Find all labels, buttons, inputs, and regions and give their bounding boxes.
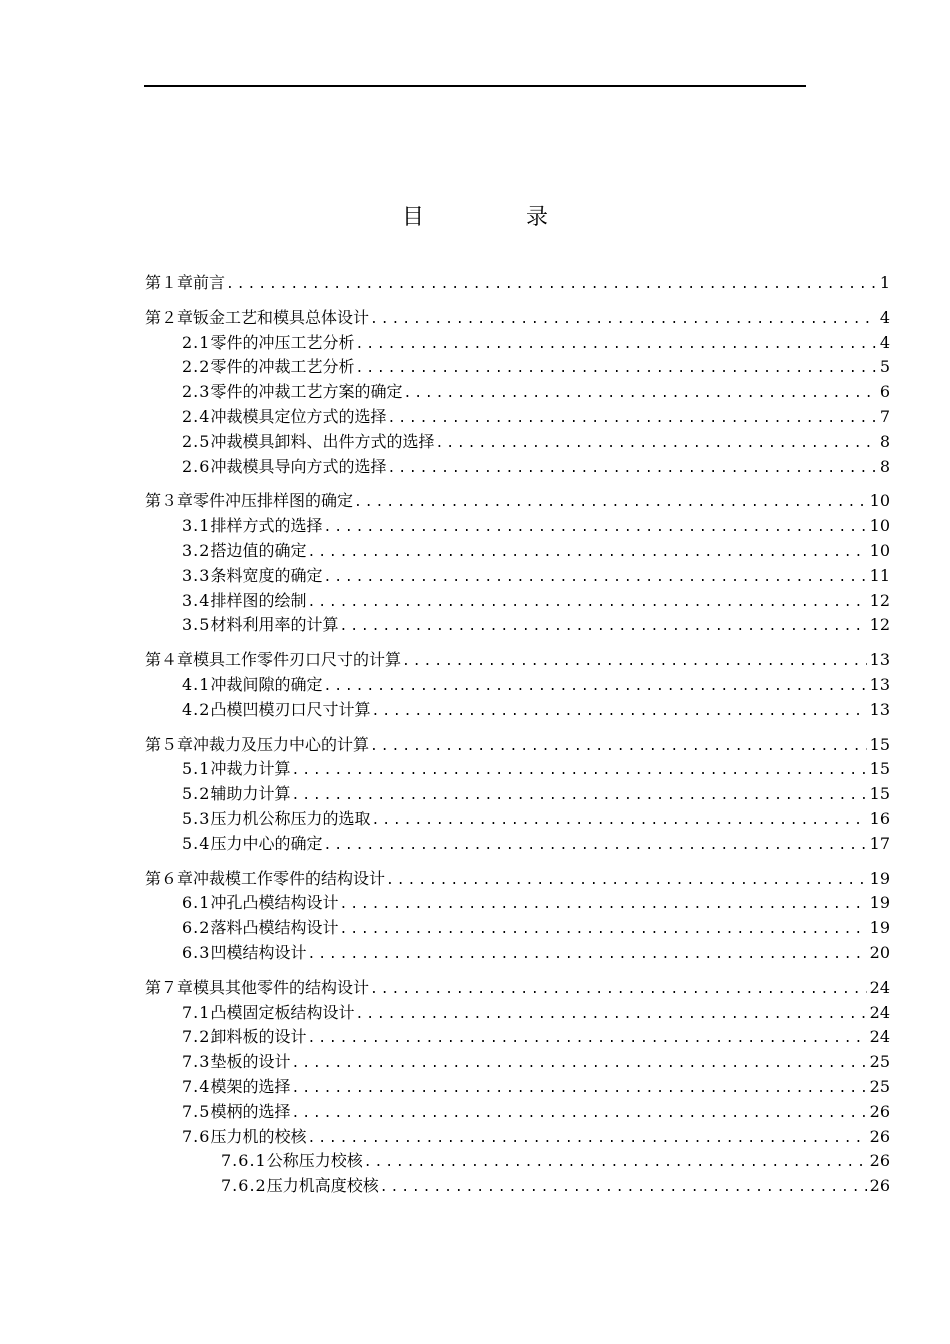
toc-entry-number: 7.6.1 bbox=[221, 1151, 267, 1171]
toc-dot-leader bbox=[403, 382, 876, 406]
toc-entry-title: 压力机的校核 bbox=[210, 1126, 307, 1146]
toc-entry-page-number: 24 bbox=[869, 977, 890, 997]
toc-entry-number: 6.3 bbox=[182, 943, 211, 962]
toc-entry-number: 7.2 bbox=[182, 1027, 211, 1047]
toc-entry-page-number: 4 bbox=[879, 332, 890, 352]
toc-entry-page-number: 12 bbox=[869, 615, 890, 635]
toc-entry-title: 凸模凹模刃口尺寸计算 bbox=[210, 699, 371, 719]
toc-entry-title: 条料宽度的确定 bbox=[210, 565, 323, 585]
toc-entry-title: 冲裁力及压力中心的计算 bbox=[193, 734, 370, 754]
toc-entry-page-number: 26 bbox=[869, 1126, 890, 1146]
toc-entry-section[interactable] bbox=[182, 1001, 890, 1025]
toc-entry-page-number: 25 bbox=[869, 1077, 890, 1096]
toc-entry-section[interactable] bbox=[182, 916, 890, 940]
toc-entry-title: 模柄的选择 bbox=[210, 1101, 291, 1121]
toc-entry-chapter[interactable] bbox=[145, 489, 890, 513]
toc-dot-leader bbox=[370, 735, 867, 759]
toc-dot-leader bbox=[323, 834, 866, 858]
toc-dot-leader bbox=[307, 1027, 866, 1051]
toc-entry-page-number: 13 bbox=[869, 650, 890, 670]
toc-entry-section[interactable] bbox=[182, 589, 890, 613]
toc-entry-page-number: 4 bbox=[879, 307, 890, 327]
toc-entry-subsection[interactable] bbox=[221, 1174, 890, 1198]
toc-entry-number: 2.5 bbox=[182, 431, 211, 451]
toc-entry-title: 排样图的绘制 bbox=[210, 590, 307, 610]
toc-entry-number: 7.6 bbox=[182, 1126, 211, 1146]
toc-entry-title: 排样方式的选择 bbox=[210, 516, 323, 536]
toc-entry-title: 模架的选择 bbox=[210, 1077, 291, 1096]
toc-entry-section[interactable] bbox=[182, 698, 890, 722]
toc-entry-page-number: 5 bbox=[879, 357, 890, 377]
toc-entry-number: 3.1 bbox=[182, 516, 211, 536]
toc-dot-leader bbox=[364, 1151, 867, 1175]
toc-entry-title: 零件的冲压工艺分析 bbox=[210, 332, 355, 352]
toc-entry-page-number: 20 bbox=[869, 943, 890, 962]
toc-entry-page-number: 15 bbox=[869, 759, 890, 779]
toc-entry-number: 2.2 bbox=[182, 357, 211, 377]
toc-entry-page-number: 10 bbox=[869, 516, 890, 536]
toc-entry-number: 7.3 bbox=[182, 1052, 211, 1072]
toc-dot-leader bbox=[435, 432, 876, 456]
toc-entry-page-number: 19 bbox=[869, 893, 890, 913]
toc-entry-number: 3.5 bbox=[182, 615, 211, 635]
toc-entry-page-number: 19 bbox=[869, 918, 890, 938]
toc-entry-chapter[interactable] bbox=[145, 733, 890, 757]
toc-dot-leader bbox=[307, 591, 866, 615]
toc-entry-section[interactable] bbox=[182, 673, 890, 697]
toc-dot-leader bbox=[371, 700, 866, 724]
toc-entry-section[interactable] bbox=[182, 564, 890, 588]
toc-entry-number: 5.3 bbox=[182, 809, 211, 828]
toc-entry-page-number: 10 bbox=[869, 491, 890, 511]
toc-entry-section[interactable] bbox=[182, 331, 890, 355]
toc-dot-leader bbox=[323, 675, 866, 699]
toc-entry-title: 冲裁力计算 bbox=[210, 759, 291, 779]
toc-entry-title: 公称压力校核 bbox=[266, 1151, 363, 1171]
toc-entry-title: 落料凸模结构设计 bbox=[210, 918, 339, 938]
toc-entry-number: 5.4 bbox=[182, 833, 211, 853]
toc-entry-number: 7.4 bbox=[182, 1077, 211, 1096]
toc-entry-number: 7.5 bbox=[182, 1101, 211, 1121]
toc-entry-section[interactable] bbox=[182, 455, 890, 479]
toc-entry-title: 冲裁模具导向方式的选择 bbox=[210, 456, 387, 476]
toc-entry-chapter[interactable] bbox=[145, 648, 890, 672]
toc-entry-section[interactable] bbox=[182, 1125, 890, 1149]
toc-entry-page-number: 19 bbox=[869, 868, 890, 888]
toc-entry-page-number: 8 bbox=[879, 431, 890, 451]
toc-entry-section[interactable] bbox=[182, 405, 890, 429]
toc-entry-page-number: 24 bbox=[869, 1002, 890, 1022]
toc-entry-title: 冲裁模工作零件的结构设计 bbox=[193, 868, 386, 888]
toc-dot-leader bbox=[291, 759, 866, 783]
toc-entry-number: 第６章 bbox=[145, 868, 194, 888]
toc-entry-section[interactable] bbox=[182, 1075, 890, 1099]
toc-entry-section[interactable] bbox=[182, 807, 890, 831]
toc-entry-title: 冲裁模具定位方式的选择 bbox=[210, 407, 387, 426]
toc-entry-number: 第１章 bbox=[145, 273, 194, 292]
toc-entry-title: 冲裁模具卸料、出件方式的选择 bbox=[210, 431, 435, 451]
toc-dot-leader bbox=[387, 407, 876, 431]
toc-dot-leader bbox=[307, 943, 866, 967]
toc-entry-page-number: 13 bbox=[869, 675, 890, 694]
toc-entry-chapter[interactable] bbox=[145, 867, 890, 891]
toc-entry-number: 6.1 bbox=[182, 893, 211, 913]
toc-dot-leader bbox=[354, 491, 867, 515]
toc-entry-section[interactable] bbox=[182, 1100, 890, 1124]
toc-dot-leader bbox=[339, 615, 866, 639]
toc-entry-section[interactable] bbox=[182, 539, 890, 563]
toc-dot-leader bbox=[380, 1176, 867, 1200]
toc-entry-section[interactable] bbox=[182, 355, 890, 379]
toc-dot-leader bbox=[339, 918, 866, 942]
toc-entry-title: 零件冲压排样图的确定 bbox=[193, 491, 354, 511]
toc-entry-page-number: 10 bbox=[869, 541, 890, 560]
toc-entry-title: 模具其他零件的结构设计 bbox=[193, 977, 370, 997]
toc-entry-section[interactable] bbox=[182, 1050, 890, 1074]
toc-entry-title: 钣金工艺和模具总体设计 bbox=[193, 307, 370, 327]
toc-dot-leader bbox=[291, 1077, 866, 1101]
toc-entry-page-number: 24 bbox=[869, 1027, 890, 1047]
toc-entry-page-number: 13 bbox=[869, 699, 890, 719]
toc-entry-page-number: 15 bbox=[869, 784, 890, 804]
toc-entry-number: 5.2 bbox=[182, 784, 211, 804]
toc-entry-number: 第７章 bbox=[145, 977, 194, 997]
toc-entry-section[interactable] bbox=[182, 782, 890, 806]
toc-entry-section[interactable] bbox=[182, 941, 890, 965]
toc-entry-number: 2.6 bbox=[182, 456, 211, 476]
toc-entry-number: 2.1 bbox=[182, 332, 211, 352]
toc-entry-section[interactable] bbox=[182, 380, 890, 404]
toc-entry-section[interactable] bbox=[182, 613, 890, 637]
toc-entry-section[interactable] bbox=[182, 832, 890, 856]
toc-entry-title: 辅助力计算 bbox=[210, 784, 291, 804]
toc-entry-title: 压力机公称压力的选取 bbox=[210, 809, 371, 828]
toc-dot-leader bbox=[370, 978, 867, 1002]
toc-entry-number: 4.2 bbox=[182, 699, 211, 719]
toc-dot-leader bbox=[307, 1127, 866, 1151]
toc-entry-title: 前言 bbox=[193, 273, 226, 292]
toc-entry-title: 凹模结构设计 bbox=[210, 943, 307, 962]
toc-dot-leader bbox=[355, 333, 876, 357]
toc-entry-section[interactable] bbox=[182, 757, 890, 781]
toc-entry-page-number: 11 bbox=[869, 565, 890, 585]
toc-entry-page-number: 7 bbox=[879, 407, 890, 426]
toc-entry-section[interactable] bbox=[182, 514, 890, 538]
toc-entry-section[interactable] bbox=[182, 430, 890, 454]
toc-entry-number: 3.4 bbox=[182, 590, 211, 610]
page-title: 目 录 bbox=[401, 205, 588, 230]
toc-dot-leader bbox=[386, 869, 867, 893]
toc-entry-number: 第３章 bbox=[145, 491, 194, 511]
toc-entry-title: 压力中心的确定 bbox=[210, 833, 323, 853]
toc-entry-page-number: 26 bbox=[869, 1101, 890, 1121]
toc-entry-chapter[interactable] bbox=[145, 271, 890, 295]
toc-entry-page-number: 26 bbox=[869, 1151, 890, 1171]
toc-entry-title: 卸料板的设计 bbox=[210, 1027, 307, 1047]
toc-entry-page-number: 25 bbox=[869, 1052, 890, 1072]
toc-entry-page-number: 26 bbox=[869, 1176, 890, 1196]
toc-entry-title: 冲裁间隙的确定 bbox=[210, 675, 323, 694]
toc-dot-leader bbox=[226, 273, 877, 297]
toc-entry-page-number: 15 bbox=[869, 734, 890, 754]
toc-entry-number: 第４章 bbox=[145, 650, 194, 670]
toc-entry-title: 零件的冲裁工艺分析 bbox=[210, 357, 355, 377]
toc-dot-leader bbox=[355, 1003, 866, 1027]
toc-entry-page-number: 6 bbox=[879, 382, 890, 402]
toc-entry-number: 2.3 bbox=[182, 382, 211, 402]
toc-dot-leader bbox=[371, 809, 866, 833]
toc-entry-number: 4.1 bbox=[182, 675, 211, 694]
toc-dot-leader bbox=[291, 784, 866, 808]
toc-dot-leader bbox=[323, 516, 866, 540]
toc-dot-leader bbox=[402, 650, 867, 674]
toc-entry-title: 压力机高度校核 bbox=[266, 1176, 379, 1196]
toc-entry-number: 3.2 bbox=[182, 541, 211, 560]
toc-dot-leader bbox=[323, 566, 866, 590]
toc-dot-leader bbox=[307, 541, 866, 565]
toc-entry-title: 模具工作零件刃口尺寸的计算 bbox=[193, 650, 402, 670]
toc-entry-chapter[interactable] bbox=[145, 976, 890, 1000]
toc-entry-number: 第２章 bbox=[145, 307, 194, 327]
toc-entry-page-number: 1 bbox=[879, 273, 890, 292]
toc-dot-leader bbox=[387, 457, 876, 481]
toc-entry-number: 2.4 bbox=[182, 407, 211, 426]
toc-entry-number: 3.3 bbox=[182, 565, 211, 585]
toc-entry-title: 凸模固定板结构设计 bbox=[210, 1002, 355, 1022]
toc-dot-leader bbox=[291, 1052, 866, 1076]
header-rule bbox=[144, 85, 806, 87]
toc-dot-leader bbox=[339, 893, 866, 917]
toc-entry-number: 7.6.2 bbox=[221, 1176, 267, 1196]
toc-entry-page-number: 8 bbox=[879, 456, 890, 476]
toc-entry-title: 垫板的设计 bbox=[210, 1052, 291, 1072]
toc-entry-number: 7.1 bbox=[182, 1002, 211, 1022]
toc-entry-section[interactable] bbox=[182, 891, 890, 915]
toc-entry-number: 第５章 bbox=[145, 734, 194, 754]
toc-entry-chapter[interactable] bbox=[145, 306, 890, 330]
toc-entry-page-number: 12 bbox=[869, 590, 890, 610]
toc-entry-section[interactable] bbox=[182, 1025, 890, 1049]
toc-entry-number: 5.1 bbox=[182, 759, 211, 779]
toc-entry-subsection[interactable] bbox=[221, 1149, 890, 1173]
toc-entry-title: 零件的冲裁工艺方案的确定 bbox=[210, 382, 403, 402]
toc-entry-title: 搭边值的确定 bbox=[210, 541, 307, 560]
toc-dot-leader bbox=[370, 308, 877, 332]
toc-dot-leader bbox=[355, 357, 876, 381]
toc-entry-title: 材料利用率的计算 bbox=[210, 615, 339, 635]
toc-entry-title: 冲孔凸模结构设计 bbox=[210, 893, 339, 913]
toc-entry-page-number: 17 bbox=[869, 833, 890, 853]
toc-dot-leader bbox=[291, 1102, 866, 1126]
toc-entry-number: 6.2 bbox=[182, 918, 211, 938]
toc-entry-page-number: 16 bbox=[869, 809, 890, 828]
